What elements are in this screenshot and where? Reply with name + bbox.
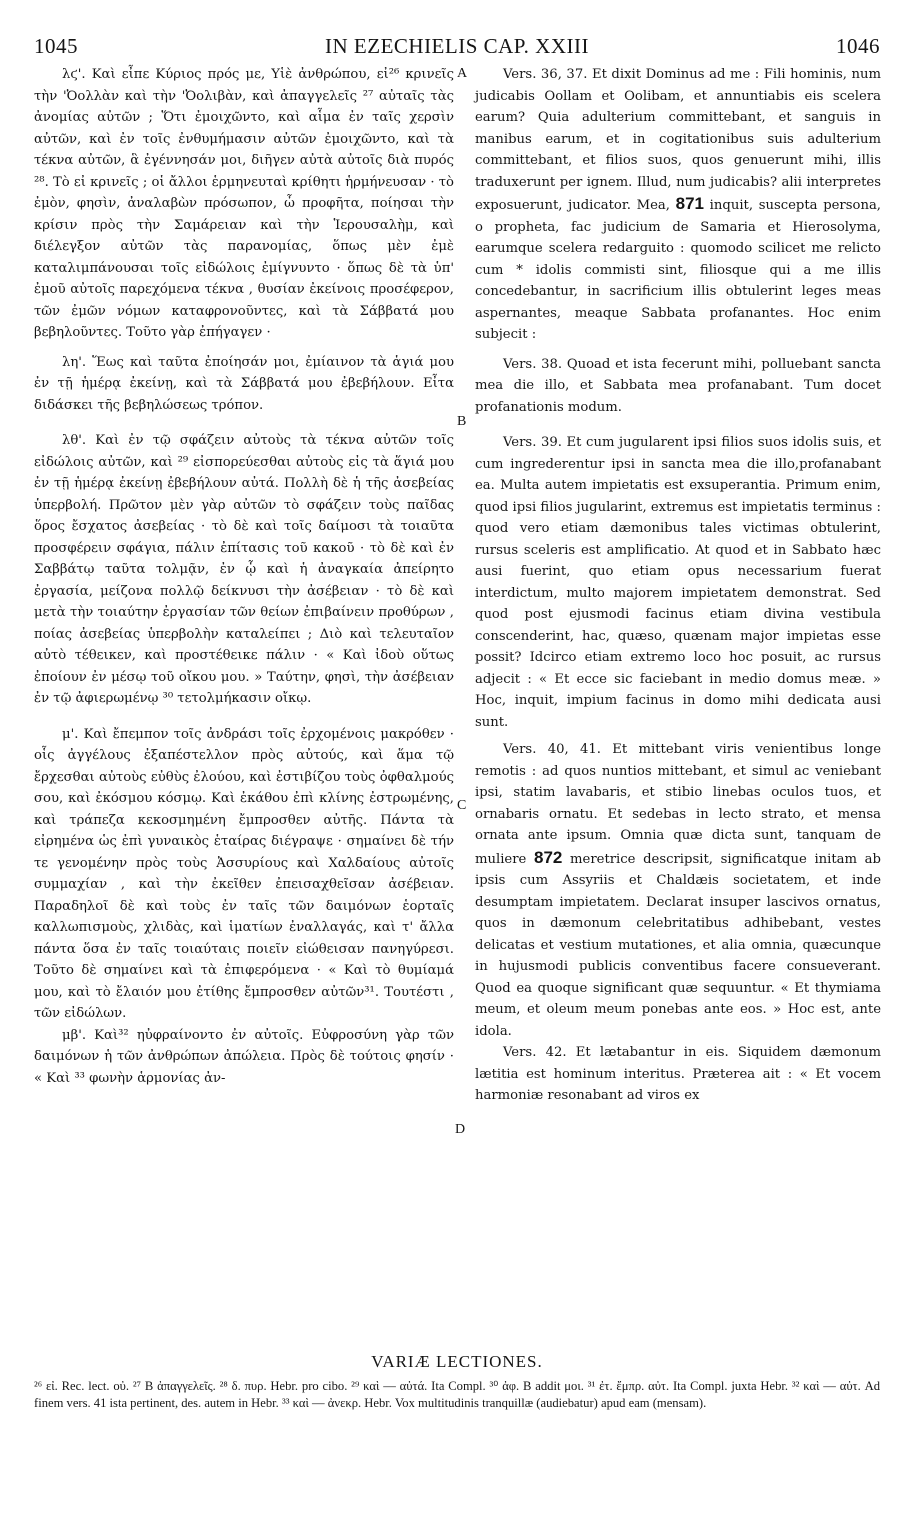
variae-title: VARIÆ LECTIONES. [371, 1352, 543, 1371]
margin-letter-b: B [457, 414, 467, 429]
greek-column [34, 64, 454, 1089]
greek-paragraph-38: λη'. Ἕως καὶ ταῦτα ἐποίησάν μοι, ἐμίαινον τὰ ἁγιά μου ἐν τῇ ἡμέρᾳ ἐκείνῃ, καὶ τὰ Σάββατά μου ἐβεβήλουν. Εἶτα διδάσκει τῆς βεβηλώσεως τρόπον. [34, 354, 454, 413]
column-number-872: 872 [534, 847, 563, 867]
greek-paragraph-42: μβ'. Καὶ³² ηὐφραίνοντο ἐν αὐτοῖς. Εὐφροσύνη γὰρ τῶν δαιμόνων ἡ τῶν ἀνθρώπων ἀπώλεια. Πρὸς δὲ τούτοις φησίν · « Καὶ ³³ φωνὴν ἁρμονίας ἀν- [34, 1027, 454, 1086]
variae-lectiones [34, 1352, 880, 1412]
margin-letter-a: A [457, 66, 468, 81]
latin-paragraph-40: Vers. 40, 41. Et mittebant viris venientibus longe remotis : ad quos nuntios mittebant, et simul ac veniebant ipsi, statim lavabaris, et stibio linebas oculos tuos, et ornabaris ornatu. Et sedebas in lecto strato, et mensa ornata ante ipsum. Omnia quæ dicta sunt, tanquam de muliere 872 meretrice descripsit, significatque initam ab ipsis cum Assyriis et Chaldæis societatem, et inde desumptam impietatem. Declarat insuper lascivos ornatus, quos in dæmonum celebritatibus adhibebant, vestes delicatas et vestium mutationes, et alia omnia, quæcunque in hujusmodi publicis conventibus facere consueverant. Quod ea quoque significant quæ sequuntur. « Et thymiama meum, et oleum meum ponebas ante eos. » Hoc est, ante idola. [475, 742, 881, 1039]
latin-column [475, 64, 881, 1107]
greek-paragraph-39: λθ'. Καὶ ἐν τῷ σφάζειν αὐτοὺς τὰ τέκνα αὐτῶν τοῖς εἰδώλοις αὐτῶν, καὶ ²⁹ εἰσπορεύεσθαι αὐτοὺς εἰς τὰ ἅγιά μου ἐν τῇ ἡμέρᾳ ἐκείνῃ ἐβεβήλουν αὐτά. Πολλὴ δὲ ἡ τῆς ἀσεβείας ὑπερβολή. Πρῶτον μὲν γὰρ αὐτῶν τὸ σφάζειν τοὺς παῖδας ὅρος ἔσχατος ἀσεβείας · τὸ δὲ καὶ τοῖς δαίμοσι τὰ τοιαῦτα προσφέρειν σφάγια, πάλιν ἐπίτασις τοῦ κακοῦ · τὸ δὲ καὶ ἐν Σαββάτῳ ταῦτα τολμᾷν, ἐν ᾧ καὶ ἡ ἀναγκαία ἀπείρητο ἐργασία, μείζονα πολλῷ δείκνυσι τὴν ἀσέβειαν · τὸ δὲ καὶ μετὰ τὴν τοιαύτην ἐργασίαν τῶν θείων ἐπιβαίνειν προθύρων , ποίας ἀσεβείας ὑπερβολὴν καταλείπει ; Διὸ καὶ τελευταῖον αὐτὸ τέθεικεν, καὶ προστέθεικε πάλιν · « Καὶ ἰδοὺ οὕτως ἐποίουν ἐν μέσῳ τοῦ οἴκου μου. » Ταύτην, φησὶ, τὴν ἀσέβειαν ἐν τῷ ἀφιερωμένῳ ³⁰ τετολμήκασιν οἴκῳ. [34, 433, 454, 706]
latin-paragraph-39: Vers. 39. Et cum jugularent ipsi filios suos idolis suis, et cum ingrederentur ipsi in sancta mea die illo,profanabant ea. Multa autem impietatis est exsuperantia. Primum enim, quod ipsi filios jugularint, extremus est impietatis terminus : quod vero etiam dæmonibus tales victimas obtulerint, rursus sceleris est amplificatio. At quod et in Sabbato hæc ausi fuerint, quo etiam opus necessarium fuerat interdictum, multo majorem impietatem demonstrat. Sed quod post ejusmodi facinus etiam divina vestibula conscenderint, hac, quæso, quænam major impietas esse possit? Idcirco etiam extremo loco hoc posuit, ac rursus adjecit : « Et ecce sic faciebant in medio domus meæ. » Hoc, inquit, impium facinus in domo mihi dedicata ausi sunt. [475, 435, 881, 730]
page-number-left: 1045 [34, 34, 78, 58]
column-number-871: 871 [675, 194, 704, 213]
margin-letter-d: D [455, 1122, 466, 1137]
greek-paragraph-36: λϛ'. Καὶ εἶπε Κύριος πρός με, Υἱὲ ἀνθρώπου, εἰ²⁶ κρινεῖς τὴν 'Ὀολλὰν καὶ τὴν 'Ὀολιβὰν, καὶ ἀπαγγελεῖς ²⁷ αὐταῖς τὰς ἀνομίας αὐτῶν ; Ὅτι ἐμοιχῶντο, καὶ αἷμα ἐν ταῖς χερσὶν αὐτῶν, καὶ ἐν τοῖς ἐνθυμήμασιν αὐτῶν ἐμοιχῶντο, καὶ τὰ τέκνα αὐτῶν, ἃ ἐγέννησάν μοι, διῆγεν αὐτὰ αὐτοῖς διὰ πυρός ²⁸. Τὸ εἰ κρινεῖς ; οἱ ἄλλοι ἑρμηνευταὶ κρίθητι ἡρμήνευσαν · τὸ ἐμὸν, φησὶν, ἀναλαβὼν πρόσωπον, ὦ προφῆτα, ποίησαι τὴν κρίσιν πρὸς τὴν Σαμάρειαν καὶ τὴν Ἱερουσαλὴμ, καὶ διέλεγξον αὐτῶν τὰς παρανομίας, ὅπως μὲν ἐμὲ καταλιμπάνουσαι τοῖς εἰδώλοις ἐμίγνυντο · ὅπως δὲ τὰ ὑπ' ἐμοῦ αὐτοῖς παρεχόμενα τέκνα , θυσίαν ἐκείνοις προσέφερον, τῶν ἐμῶν νόμων καταφρονοῦντες, καὶ τὰ Σάββατά μου βεβηλοῦντες. Τοῦτο γὰρ ἐπήγαγεν · [34, 67, 454, 340]
page-title: IN EZECHIELIS CAP. XXIII [325, 34, 589, 58]
variae-body: ²⁶ εἰ. Rec. lect. οὐ. ²⁷ B ἀπαγγελεῖς. ²⁸ δ. πυρ. Hebr. pro cibo. ²⁹ καὶ — αὐτά. Ita Compl. ³⁰ ἀφ. B addit μοι. ³¹ ἐτ. ἔμπρ. αὐτ. Ita Compl. juxta Hebr. ³² καὶ — αὐτ. Ad finem vers. 41 ista pertinent, des. autem in Hebr. ³³ καὶ — ἀνεκρ. Hebr. Vox multitudinis tranquillæ (audiebatur) apud eam (mensam). [34, 1379, 880, 1410]
margin-letter-c: C [457, 798, 467, 813]
latin-paragraph-36: Vers. 36, 37. Et dixit Dominus ad me : Fili hominis, num judicabis Oollam et Oolibam, et annuntiabis eis scelera earum? Quia adulterium committebant, et sanguis in manibus earum, et in cogitationibus suis adulterium committebant, et filios suos, quos genuerunt mihi, illis traduxerunt per ignem. Illud, num judicabis? alii interpretes exposuerunt, judicator. Mea, 871 inquit, suscepta persona, o propheta, fac judicium de Samaria et Hierosolyma, earumque scelera redarguito : quomodo scilicet me relicto cum * idolis commisti sint, filiosque qui a me illis concedebantur, in sacrificium illis obtulerint leges meas aspernantes, meaque Sabbata profanantes. Hoc enim subjecit : [475, 67, 881, 342]
latin-paragraph-42: Vers. 42. Et lætabantur in eis. Siquidem dæmonum lætitia est hominum interitus. Præterea ait : « Et vocem harmoniæ resonabant ad viros ex [475, 1045, 881, 1103]
page-number-right: 1046 [836, 34, 880, 58]
greek-paragraph-40: μ'. Καὶ ἔπεμπον τοῖς ἀνδράσι τοῖς ἐρχομένοις μακρόθεν · οἷς ἀγγέλους ἐξαπέστελλον πρὸς αὐτούς, καὶ ἅμα τῷ ἔρχεσθαι αὐτοὺς εὐθὺς ἐλούου, καὶ ἐστιβίζου τοὺς ὀφθαλμούς σου, καὶ ἐκόσμου κόσμῳ. Καὶ ἐκάθου ἐπὶ κλίνης ἐστρωμένης, καὶ τράπεζα κεκοσμημένη ἔμπροσθεν αὐτῆς. Πάντα τὰ εἰρημένα ὡς ἐπὶ γυναικὸς ἑταίρας διέγραψε · σημαίνει δὲ τήν τε γενομένην πρὸς τοὺς Ἀσσυρίους καὶ Χαλδαίους αὐτοῖς συμμαχίαν , καὶ τὴν ἐκεῖθεν ἐπεισαχθεῖσαν ἀσέβειαν. Παραδηλοῖ δὲ καὶ τοὺς ἐν ταῖς τῶν δαιμόνων ἑορταῖς καλλωπισμοὺς, χλιδὰς, καὶ ἱματίων ἐναλλαγάς, καὶ τ' ἄλλα πάντα ὅσα ἐν ταῖς τοιαύταις ποιεῖν εἰώθεισαν πανηγύρεσι. Τοῦτο δὲ σημαίνει καὶ τὰ ἐπιφερόμενα · « Καὶ τὸ θυμίαμά μου, καὶ τὸ ἔλαιόν μου ἐτίθης ἔμπροσθεν αὐτῶν³¹. Τουτέστι , τῶν εἰδώλων. [34, 726, 454, 1021]
latin-paragraph-38: Vers. 38. Quoad et ista fecerunt mihi, polluebant sancta mea die illo, et Sabbata mea profanabant. Tum docet profanationis modum. [475, 356, 881, 415]
running-header [34, 34, 880, 60]
